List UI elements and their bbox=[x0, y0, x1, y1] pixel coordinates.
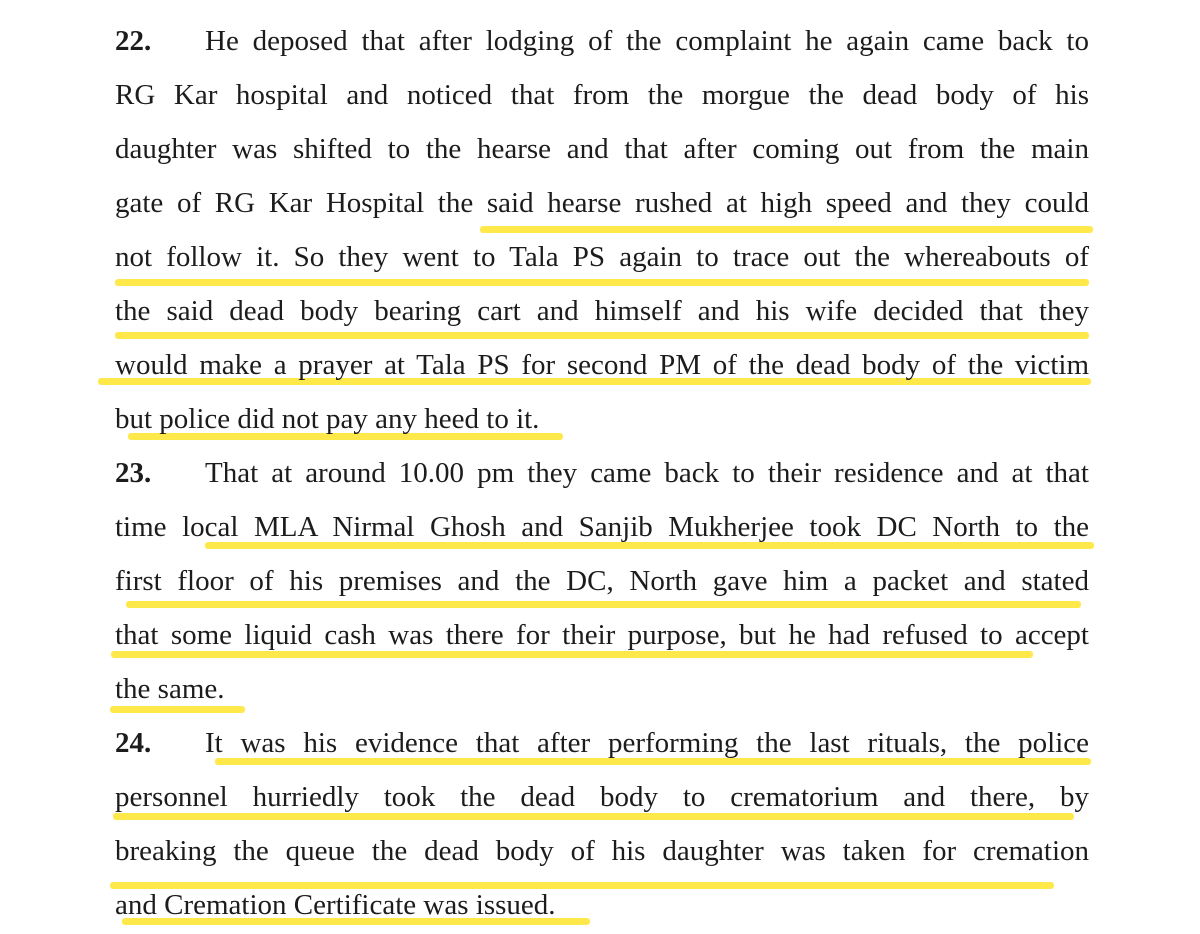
paragraph-line: the same. bbox=[115, 673, 225, 705]
paragraph-line: that some liquid cash was there for their purpose, but he had refused to accept bbox=[115, 619, 1089, 651]
paragraph-line: time local MLA Nirmal Ghosh and Sanjib Mukherjee took DC North to the bbox=[115, 511, 1089, 543]
paragraph-line: first floor of his premises and the DC, North gave him a packet and stated bbox=[115, 565, 1089, 597]
paragraph-line: gate of RG Kar Hospital the said hearse rushed at high speed and they could bbox=[115, 187, 1089, 219]
paragraph-line: It was his evidence that after performing the last rituals, the police bbox=[205, 727, 1089, 759]
paragraph-line: personnel hurriedly took the dead body to crematorium and there, by bbox=[115, 781, 1089, 813]
paragraph-line: but police did not pay any heed to it. bbox=[115, 403, 540, 435]
paragraph-line: RG Kar hospital and noticed that from the morgue the dead body of his bbox=[115, 79, 1089, 111]
paragraph-line: daughter was shifted to the hearse and that after coming out from the main bbox=[115, 133, 1089, 165]
paragraph-number: 23. bbox=[115, 457, 152, 489]
paragraph-line: would make a prayer at Tala PS for second PM of the dead body of the victim bbox=[115, 349, 1089, 381]
paragraph-line: and Cremation Certificate was issued. bbox=[115, 889, 556, 921]
paragraph-line: not follow it. So they went to Tala PS again to trace out the whereabouts of bbox=[115, 241, 1089, 273]
paragraph-line: breaking the queue the dead body of his daughter was taken for cremation bbox=[115, 835, 1089, 867]
paragraph-number: 24. bbox=[115, 727, 152, 759]
paragraph-line: the said dead body bearing cart and himself and his wife decided that they bbox=[115, 295, 1089, 327]
paragraph-line: That at around 10.00 pm they came back to their residence and at that bbox=[205, 457, 1089, 489]
paragraph-number: 22. bbox=[115, 25, 152, 57]
paragraph-line: He deposed that after lodging of the complaint he again came back to bbox=[205, 25, 1089, 57]
